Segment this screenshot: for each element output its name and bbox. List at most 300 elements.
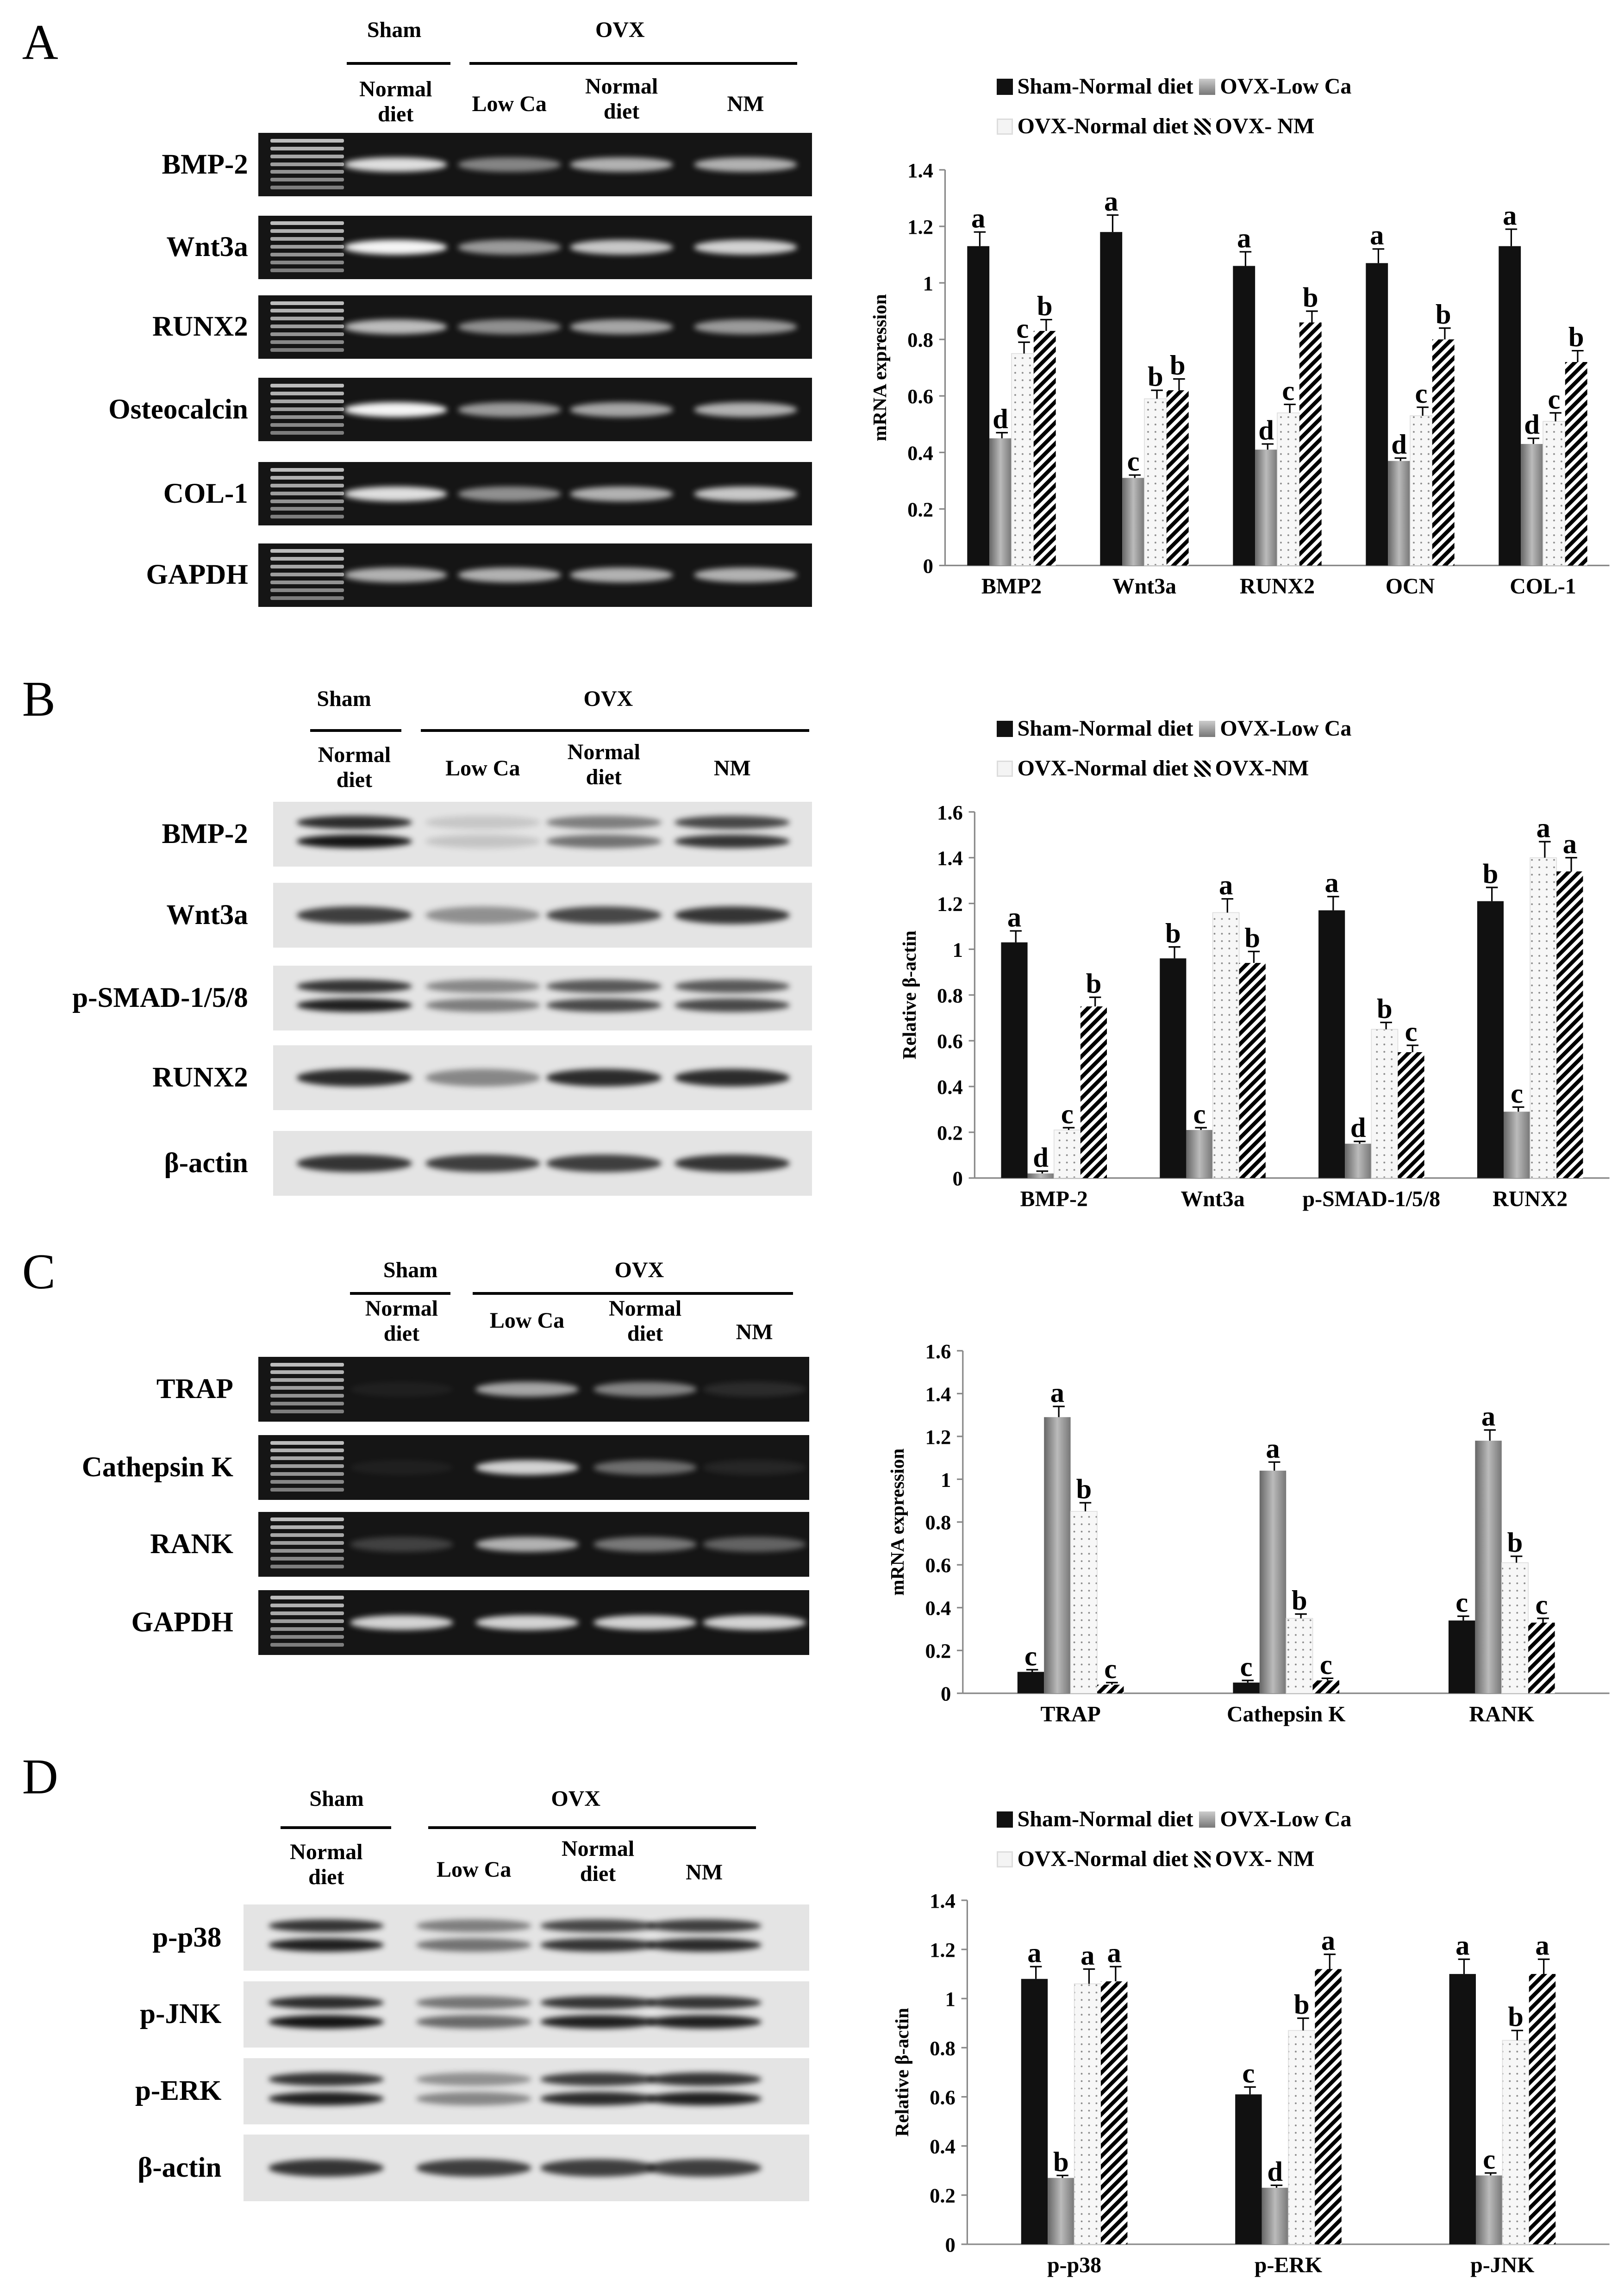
bar xyxy=(1070,1511,1097,1693)
blot-image xyxy=(273,1131,812,1196)
bar xyxy=(1054,1130,1080,1178)
bar xyxy=(1504,1111,1530,1178)
significance-letter: a xyxy=(1321,1925,1335,1956)
bar xyxy=(1543,421,1565,565)
significance-letter: c xyxy=(1282,375,1294,406)
ladder-band xyxy=(270,468,344,472)
blot-band xyxy=(416,2015,531,2029)
blot-band xyxy=(269,2159,384,2177)
ladder-band xyxy=(270,1363,344,1367)
y-tick-label: 1.6 xyxy=(925,1339,951,1363)
bar xyxy=(1186,1130,1212,1178)
gel-image xyxy=(258,1357,809,1422)
ladder-band xyxy=(270,1596,344,1599)
blot-band xyxy=(297,999,412,1012)
blot-band xyxy=(269,1996,384,2010)
blot-band xyxy=(425,1069,541,1086)
gel-image xyxy=(258,462,812,525)
significance-letter: a xyxy=(1027,1937,1042,1969)
ladder-band xyxy=(270,565,344,568)
blot-band xyxy=(675,906,790,924)
significance-letter: b xyxy=(1291,1585,1307,1617)
legend-swatch-icon xyxy=(1199,1811,1215,1828)
significance-letter: a xyxy=(1107,1937,1121,1969)
y-axis-label: Relative β-actin xyxy=(898,930,920,1060)
blot-band xyxy=(425,980,541,993)
significance-letter: c xyxy=(1455,1587,1468,1618)
gel-band xyxy=(593,1382,697,1397)
ladder-band xyxy=(270,309,344,312)
ladder-band xyxy=(270,245,344,249)
group-header-ovx: OVX xyxy=(583,686,633,711)
blot-band xyxy=(416,2159,531,2177)
lane-label: Normal diet xyxy=(567,739,640,789)
bar xyxy=(1299,322,1321,565)
bar xyxy=(1502,2040,1529,2244)
gel-band xyxy=(570,402,673,417)
legend-swatch-icon xyxy=(997,1811,1013,1828)
blot-band xyxy=(416,2092,531,2105)
gel-band xyxy=(570,157,673,172)
gel-band xyxy=(344,240,447,255)
legend-label: OVX-Low Ca xyxy=(1220,74,1352,99)
y-tick-label: 1 xyxy=(940,1468,951,1492)
row-label: RUNX2 xyxy=(152,1062,248,1093)
ladder-band xyxy=(270,1472,344,1476)
bar xyxy=(1160,958,1186,1178)
gel-band xyxy=(475,1382,579,1397)
gel-band xyxy=(703,1460,806,1475)
significance-letter: c xyxy=(1127,446,1140,477)
bar xyxy=(1166,390,1188,565)
legend-row xyxy=(997,1807,1358,1847)
bar xyxy=(1048,2178,1074,2244)
significance-letter: c xyxy=(1193,1099,1206,1130)
blot-band xyxy=(540,2092,656,2105)
significance-letter: a xyxy=(1218,870,1233,901)
ladder-band xyxy=(270,400,344,403)
bar xyxy=(1345,1144,1371,1178)
blot-band xyxy=(546,906,662,924)
gel-band xyxy=(475,1537,579,1552)
y-tick-label: 0.6 xyxy=(937,1030,963,1053)
y-tick-label: 1.2 xyxy=(907,215,933,238)
gel-band xyxy=(570,240,673,255)
group-header-sham: Sham xyxy=(383,1258,438,1283)
ladder-band xyxy=(270,186,344,189)
legend-item xyxy=(1194,756,1309,780)
gel-image xyxy=(258,1512,809,1577)
blot-band xyxy=(269,1919,384,1933)
y-tick-label: 0.8 xyxy=(925,1511,951,1534)
ladder-band xyxy=(270,155,344,158)
ovx-divider-line xyxy=(469,62,797,65)
lane-label: Normal diet xyxy=(608,1296,682,1346)
ladder-band xyxy=(270,178,344,181)
ladder-band xyxy=(270,588,344,592)
row-label: GAPDH xyxy=(146,559,248,591)
ovx-divider-line xyxy=(421,729,809,732)
significance-letter: d xyxy=(992,403,1008,435)
legend-label: Sham-Normal diet xyxy=(1017,716,1193,741)
x-tick-label: RUNX2 xyxy=(1239,574,1315,599)
legend-item xyxy=(1199,74,1351,99)
group-header-ovx: OVX xyxy=(595,18,645,43)
legend-item xyxy=(997,716,1193,741)
ladder-band xyxy=(270,348,344,352)
blot-band xyxy=(546,835,662,848)
significance-letter: a xyxy=(1562,829,1577,860)
row-label: p-JNK xyxy=(140,1998,222,2030)
significance-letter: b xyxy=(1568,321,1584,353)
gel-band xyxy=(593,1537,697,1552)
bar xyxy=(1212,912,1239,1178)
blot-image xyxy=(244,1904,809,1971)
y-tick-label: 0 xyxy=(952,1167,963,1190)
chart-legend xyxy=(997,1807,1358,1886)
significance-letter: a xyxy=(1050,1377,1064,1409)
ladder-band xyxy=(270,549,344,553)
panel-letter: D xyxy=(22,1749,58,1805)
gel-band xyxy=(458,157,561,172)
y-tick-label: 1.4 xyxy=(907,158,933,182)
sham-divider-line xyxy=(281,1826,391,1829)
bar-chart xyxy=(879,797,1624,1211)
blot-band xyxy=(647,2092,762,2105)
gel-band xyxy=(593,1615,697,1630)
ladder-band xyxy=(270,1480,344,1484)
y-tick-label: 1.4 xyxy=(925,1382,951,1406)
bar xyxy=(967,246,989,566)
bar xyxy=(1556,871,1583,1178)
ladder-band xyxy=(270,1533,344,1537)
y-axis-label: mRNA expression xyxy=(868,294,890,442)
chart-legend xyxy=(997,716,1358,796)
legend-row xyxy=(997,716,1358,756)
significance-letter: d xyxy=(1391,429,1407,460)
significance-letter: b xyxy=(1075,1474,1092,1505)
bar xyxy=(1398,1052,1424,1178)
lane-label: NM xyxy=(686,1860,723,1885)
gel-band xyxy=(344,568,447,582)
y-tick-label: 1.4 xyxy=(937,846,963,870)
gel-band xyxy=(703,1382,806,1397)
blot-band xyxy=(425,906,541,924)
blot-band xyxy=(546,1069,662,1086)
lane-label: NM xyxy=(727,91,764,116)
ladder-band xyxy=(270,500,344,503)
gel-band xyxy=(350,1615,453,1630)
y-tick-label: 0.2 xyxy=(925,1639,951,1663)
bar xyxy=(1262,2187,1288,2244)
ladder-band xyxy=(270,596,344,600)
bar-chart xyxy=(879,1336,1624,1726)
bar xyxy=(1477,901,1503,1178)
blot-band xyxy=(647,1919,762,1933)
significance-letter: b xyxy=(1507,2001,1524,2033)
blot-band xyxy=(647,2159,762,2177)
ladder-band xyxy=(270,1464,344,1468)
y-tick-label: 0.2 xyxy=(929,2184,956,2207)
row-label: p-ERK xyxy=(135,2075,222,2107)
significance-letter: d xyxy=(1524,409,1540,441)
panel-letter: A xyxy=(22,14,58,70)
ladder-band xyxy=(270,484,344,487)
lane-label: Low Ca xyxy=(472,91,547,116)
significance-letter: b xyxy=(1169,350,1186,381)
x-tick-label: RUNX2 xyxy=(1492,1186,1568,1211)
y-tick-label: 0.6 xyxy=(907,385,933,408)
legend-swatch-icon xyxy=(1199,79,1215,95)
y-tick-label: 0.2 xyxy=(937,1121,963,1144)
legend-item xyxy=(997,114,1188,138)
ladder-band xyxy=(270,573,344,576)
bar xyxy=(1501,1563,1528,1693)
y-tick-label: 0.6 xyxy=(929,2085,956,2109)
gel-image xyxy=(258,378,812,441)
blot-band xyxy=(269,2015,384,2029)
significance-letter: a xyxy=(1324,868,1339,899)
ladder-band xyxy=(270,1611,344,1615)
gel-image xyxy=(258,295,812,359)
blot-band xyxy=(425,999,541,1012)
gel-band xyxy=(458,487,561,501)
blot-image xyxy=(273,1045,812,1110)
legend-label: Sham-Normal diet xyxy=(1017,1807,1193,1832)
blot-band xyxy=(540,2015,656,2029)
ladder-band xyxy=(270,1410,344,1413)
significance-letter: a xyxy=(1080,1940,1094,1971)
ladder-band xyxy=(270,147,344,150)
legend-label: OVX-Low Ca xyxy=(1220,716,1352,741)
bar xyxy=(1432,339,1454,565)
lane-label: Normal diet xyxy=(359,76,432,126)
blot-image xyxy=(273,883,812,948)
x-tick-label: p-SMAD-1/5/8 xyxy=(1302,1186,1440,1211)
x-tick-label: Wnt3a xyxy=(1180,1186,1245,1211)
row-label: Osteocalcin xyxy=(108,393,248,425)
ladder-band xyxy=(270,301,344,305)
ladder-band xyxy=(270,268,344,272)
legend-row xyxy=(997,74,1358,114)
bar xyxy=(1255,450,1277,565)
gel-band xyxy=(694,487,797,501)
legend-label: OVX- NM xyxy=(1215,113,1315,138)
chart-svg xyxy=(868,155,1624,599)
row-label: COL-1 xyxy=(163,478,248,509)
legend-label: OVX-NM xyxy=(1215,756,1309,780)
bar xyxy=(989,438,1012,566)
ladder-band xyxy=(270,1627,344,1631)
ovx-divider-line xyxy=(473,1292,793,1295)
ladder-band xyxy=(270,581,344,584)
bar xyxy=(1239,963,1265,1178)
ladder-band xyxy=(270,229,344,233)
significance-letter: b xyxy=(1165,918,1181,949)
ladder-band xyxy=(270,492,344,495)
blot-band xyxy=(297,816,412,829)
bar xyxy=(1388,461,1410,566)
legend-label: OVX-Normal diet xyxy=(1017,113,1188,138)
blot-band xyxy=(269,2092,384,2105)
gel-band xyxy=(475,1460,579,1475)
significance-letter: c xyxy=(1016,313,1029,344)
gel-image xyxy=(258,1590,809,1655)
bar xyxy=(1233,266,1255,565)
ladder-band xyxy=(270,1557,344,1561)
blot-band xyxy=(675,999,790,1012)
bar xyxy=(1315,1969,1341,2244)
row-label: β-actin xyxy=(137,2152,222,2184)
blot-band xyxy=(675,1155,790,1172)
blot-band xyxy=(675,835,790,848)
blot-band xyxy=(647,1938,762,1952)
significance-letter: b xyxy=(1293,1989,1310,2020)
blot-band xyxy=(647,2073,762,2086)
y-tick-label: 0.4 xyxy=(907,441,933,465)
legend-item xyxy=(997,1807,1193,1831)
blot-band xyxy=(297,1069,412,1086)
lane-label: NM xyxy=(713,756,751,780)
lane-label: Normal diet xyxy=(290,1839,363,1889)
significance-letter: d xyxy=(1267,2156,1283,2187)
bar xyxy=(1044,1417,1070,1693)
ladder-band xyxy=(270,1525,344,1529)
blot-band xyxy=(425,1155,541,1172)
blot-band xyxy=(546,1155,662,1172)
blot-band xyxy=(675,1069,790,1086)
bar xyxy=(1033,331,1056,566)
bar xyxy=(1312,1680,1339,1693)
gel-image xyxy=(258,216,812,279)
group-header-ovx: OVX xyxy=(614,1258,664,1283)
legend-row xyxy=(997,114,1358,154)
blot-band xyxy=(416,1938,531,1952)
blot-band xyxy=(540,1996,656,2010)
legend-swatch-icon xyxy=(997,1851,1013,1867)
x-tick-label: COL-1 xyxy=(1509,574,1576,599)
x-tick-label: OCN xyxy=(1385,574,1435,599)
legend-item xyxy=(997,1847,1188,1871)
gel-image xyxy=(258,543,812,607)
significance-letter: a xyxy=(1237,223,1251,254)
significance-letter: b xyxy=(1053,2146,1069,2178)
x-tick-label: BMP2 xyxy=(981,574,1042,599)
blot-image xyxy=(273,802,812,867)
ladder-band xyxy=(270,221,344,225)
y-tick-label: 0.8 xyxy=(929,2036,956,2060)
significance-letter: a xyxy=(1104,186,1118,217)
ladder-band xyxy=(270,170,344,174)
legend-swatch-icon xyxy=(997,761,1013,777)
significance-letter: a xyxy=(1265,1433,1280,1464)
significance-letter: b xyxy=(1147,361,1163,393)
bar xyxy=(1499,246,1521,566)
bar xyxy=(1528,1623,1555,1693)
significance-letter: a xyxy=(1536,812,1550,844)
gel-image xyxy=(258,1435,809,1500)
panel-letter: C xyxy=(22,1244,56,1300)
legend-row xyxy=(997,1847,1358,1886)
significance-letter: c xyxy=(1104,1654,1117,1685)
y-tick-label: 1 xyxy=(945,1987,956,2011)
row-label: RUNX2 xyxy=(152,311,248,343)
bar xyxy=(1144,399,1167,565)
row-label: TRAP xyxy=(156,1373,233,1405)
row-label: Wnt3a xyxy=(166,231,248,263)
ladder-band xyxy=(270,1565,344,1568)
blot-band xyxy=(297,835,412,848)
ladder-band xyxy=(270,431,344,435)
bar xyxy=(1097,1685,1124,1693)
blot-band xyxy=(297,906,412,924)
bar xyxy=(1122,478,1144,565)
gel-band xyxy=(458,402,561,417)
x-tick-label: Cathepsin K xyxy=(1226,1702,1345,1727)
bar xyxy=(1021,1979,1047,2244)
ladder-band xyxy=(270,507,344,511)
ladder-band xyxy=(270,1643,344,1647)
blot-band xyxy=(540,1938,656,1952)
significance-letter: a xyxy=(1502,200,1517,231)
row-label: BMP-2 xyxy=(162,818,248,849)
legend-item xyxy=(997,756,1188,780)
ladder-band xyxy=(270,162,344,166)
legend-item xyxy=(1194,1847,1315,1871)
legend-swatch-icon xyxy=(1194,119,1211,135)
gel-band xyxy=(458,319,561,334)
ladder-band xyxy=(270,237,344,241)
blot-band xyxy=(297,1155,412,1172)
ladder-band xyxy=(270,1402,344,1405)
y-tick-label: 1.2 xyxy=(929,1938,956,1961)
bar-chart xyxy=(868,155,1624,599)
blot-band xyxy=(269,1938,384,1952)
x-tick-label: BMP-2 xyxy=(1020,1186,1088,1211)
significance-letter: d xyxy=(1350,1112,1366,1144)
gel-band xyxy=(350,1537,453,1552)
blot-band xyxy=(416,2073,531,2086)
blot-band xyxy=(416,1996,531,2010)
significance-letter: c xyxy=(1510,1078,1523,1110)
legend-item xyxy=(1199,716,1351,741)
gel-band xyxy=(344,157,447,172)
y-tick-label: 0 xyxy=(945,2233,956,2256)
significance-letter: b xyxy=(1435,299,1451,331)
x-tick-label: p-p38 xyxy=(1047,2253,1101,2278)
ladder-band xyxy=(270,1394,344,1398)
significance-letter: c xyxy=(1024,1641,1037,1672)
gel-band xyxy=(694,319,797,334)
gel-band xyxy=(344,487,447,501)
y-tick-label: 0 xyxy=(923,554,933,578)
ladder-band xyxy=(270,415,344,419)
ladder-band xyxy=(270,423,344,427)
significance-letter: c xyxy=(1319,1649,1332,1680)
bar xyxy=(1565,362,1587,566)
ladder-band xyxy=(270,1517,344,1521)
y-tick-label: 0.4 xyxy=(937,1075,963,1099)
gel-band xyxy=(350,1382,453,1397)
legend-swatch-icon xyxy=(997,79,1013,95)
legend-label: OVX- NM xyxy=(1215,1847,1315,1872)
bar xyxy=(1475,1441,1501,1693)
y-tick-label: 0 xyxy=(940,1682,951,1705)
significance-letter: a xyxy=(1369,220,1384,251)
panel-letter: B xyxy=(22,672,56,727)
x-tick-label: TRAP xyxy=(1040,1702,1101,1727)
gel-band xyxy=(344,319,447,334)
